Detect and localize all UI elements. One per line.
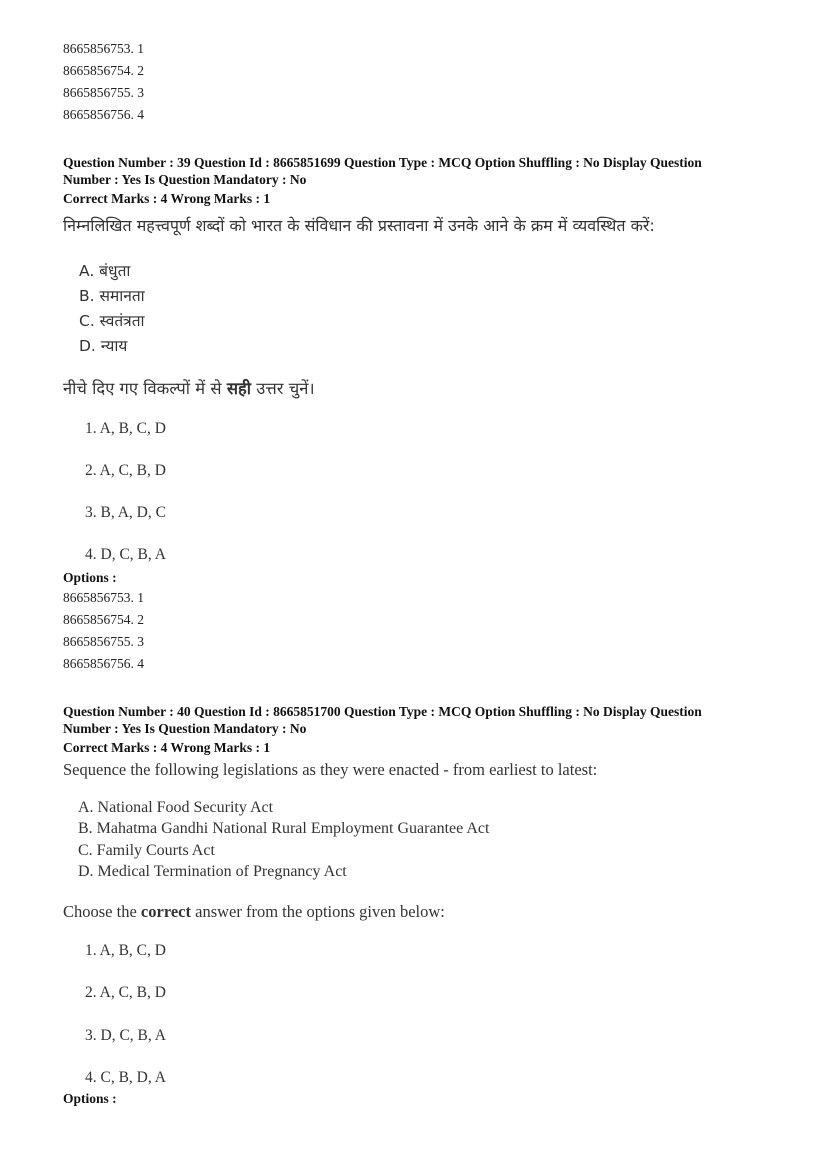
options-label: Options :	[63, 1091, 117, 1106]
answer-choice: 1. A, B, C, D	[85, 942, 166, 959]
statement-item: A. बंधुता	[79, 262, 131, 280]
statement-item: B. समानता	[79, 287, 145, 305]
option-id: 8665856756. 4	[63, 656, 144, 671]
question-header: Question Number : 39 Question Id : 8665851699 Question Type : MCQ Option Shuffling : No Display Question	[63, 155, 702, 170]
question-marks: Correct Marks : 4 Wrong Marks : 1	[63, 191, 271, 206]
question-header-cont: Number : Yes Is Question Mandatory : No	[63, 172, 307, 187]
statement-item: C. स्वतंत्रता	[79, 312, 145, 330]
answer-choice: 3. D, C, B, A	[85, 1027, 166, 1044]
options-label: Options :	[63, 570, 117, 585]
answer-choice: 3. B, A, D, C	[85, 504, 166, 521]
question-marks: Correct Marks : 4 Wrong Marks : 1	[63, 740, 271, 755]
statement-item: B. Mahatma Gandhi National Rural Employment Guarantee Act	[78, 820, 490, 837]
option-id: 8665856755. 3	[63, 634, 144, 649]
statement-item: D. Medical Termination of Pregnancy Act	[78, 863, 347, 880]
question-text: निम्नलिखित महत्त्वपूर्ण शब्दों को भारत के संविधान की प्रस्तावना में उनके आने के क्रम में व्यवस्थित करें:	[63, 216, 655, 235]
option-id: 8665856754. 2	[63, 612, 144, 627]
statement-item: C. Family Courts Act	[78, 842, 215, 859]
option-id: 8665856754. 2	[63, 63, 144, 78]
question-header-cont: Number : Yes Is Question Mandatory : No	[63, 721, 307, 736]
option-id: 8665856753. 1	[63, 41, 144, 56]
option-id: 8665856753. 1	[63, 590, 144, 605]
option-id: 8665856756. 4	[63, 107, 144, 122]
answer-choice: 4. D, C, B, A	[85, 546, 166, 563]
option-id: 8665856755. 3	[63, 85, 144, 100]
question-header: Question Number : 40 Question Id : 8665851700 Question Type : MCQ Option Shuffling : No Display Question	[63, 704, 702, 719]
statement-item: D. न्याय	[79, 337, 128, 355]
answer-choice: 2. A, C, B, D	[85, 462, 166, 479]
question-text: Sequence the following legislations as they were enacted - from earliest to latest:	[63, 760, 598, 779]
instruction-text: Choose the correct answer from the options given below:	[63, 902, 445, 921]
instruction-text: नीचे दिए गए विकल्पों में से सही उत्तर चुनें।	[63, 379, 315, 398]
answer-choice: 1. A, B, C, D	[85, 420, 166, 437]
answer-choice: 4. C, B, D, A	[85, 1069, 166, 1086]
statement-item: A. National Food Security Act	[78, 799, 274, 816]
answer-choice: 2. A, C, B, D	[85, 984, 166, 1001]
